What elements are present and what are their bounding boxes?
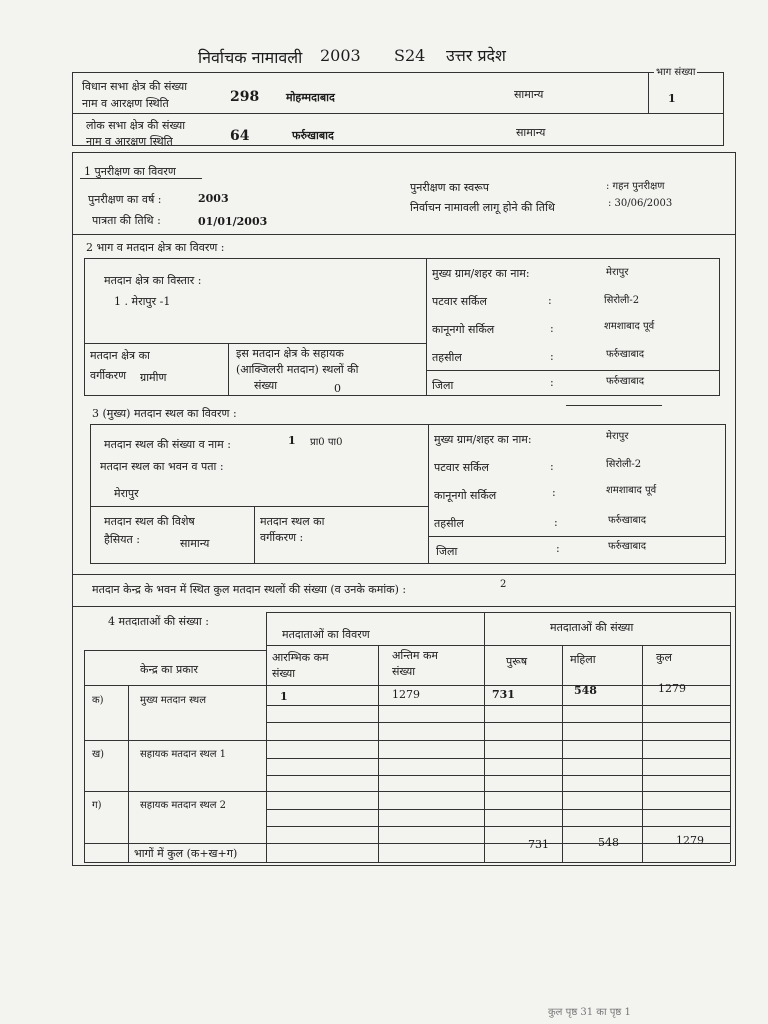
parliament-name: फर्रुखाबाद (292, 129, 334, 142)
building-label: मतदान स्थल का भवन व पता : (100, 460, 224, 473)
district-label: जिला (432, 379, 454, 392)
table-line (84, 685, 730, 686)
patwari-value-3: सिरोली-2 (606, 459, 642, 470)
parliament-reservation: सामान्य (516, 126, 546, 139)
table-line (84, 843, 730, 844)
area-class-label-2: वर्गीकरण (90, 369, 127, 382)
divider (426, 258, 427, 396)
row-key: क) (92, 695, 104, 706)
assembly-status-label: नाम व आरक्षण स्थिति (82, 97, 169, 110)
station-status-label-2: हैसियत : (104, 533, 140, 546)
divider (254, 506, 255, 564)
row-label: सहायक मतदान स्थल 1 (140, 749, 227, 760)
table-line (642, 645, 643, 862)
divider (648, 72, 649, 113)
revision-heading: 1 पुनरीक्षण का विवरण (84, 165, 176, 178)
table-line (266, 775, 730, 776)
table-line (484, 612, 485, 862)
total-header: कुल (656, 651, 672, 664)
divider (566, 405, 662, 406)
area-class-value: ग्रामीण (140, 371, 167, 384)
section3-heading: 3 (मुख्य) मतदान स्थल का विवरण : (92, 407, 237, 420)
table-line (266, 758, 730, 759)
parliament-label: लोक सभा क्षेत्र की संख्या (86, 119, 186, 132)
total-stations-value: 2 (500, 579, 507, 590)
state-code: S24 (394, 46, 426, 65)
divider (426, 370, 720, 371)
row-key: ग) (92, 800, 102, 811)
female-header: महिला (570, 653, 596, 666)
effective-date-label: निर्वाचन नामावली लागू होने की तिथि (410, 201, 555, 214)
revision-type: : गहन पुनरीक्षण (606, 181, 665, 192)
parliament-number: 64 (230, 128, 250, 144)
row-label: सहायक मतदान स्थल 2 (140, 800, 227, 811)
sum-label: भागों में कुल (क+ख+ग) (134, 847, 238, 860)
village-value: मेरापुर (606, 267, 629, 278)
table-line (266, 612, 267, 862)
patwari-value: सिरोली-2 (604, 295, 640, 306)
row-total: 1279 (658, 682, 686, 695)
station-number: 1 (288, 434, 296, 447)
kanungo-value-3: शमशाबाद पूर्व (606, 485, 657, 496)
aux-stations-label-3: संख्या (254, 379, 278, 392)
divider (428, 536, 726, 537)
section2-heading: 2 भाग व मतदान क्षेत्र का विवरण : (86, 241, 225, 254)
district-label-3: जिला (436, 545, 458, 558)
table-line (128, 685, 129, 862)
kanungo-value: शमशाबाद पूर्व (604, 321, 655, 332)
state-name: उत्तर प्रदेश (446, 46, 506, 65)
heading-underline (80, 178, 202, 179)
male-header: पुरूष (506, 655, 528, 668)
total-stations-label: मतदान केन्द्र के भवन में स्थित कुल मतदान स्थलों की संख्या (व उनके कमांक) : (92, 583, 407, 596)
table-line (266, 826, 730, 827)
divider (90, 506, 428, 507)
tehsil-label-3: तहसील (434, 517, 464, 530)
table-line (730, 612, 731, 862)
table-line (266, 722, 730, 723)
row-end: 1279 (392, 688, 420, 701)
assembly-name: मोहम्मदाबाद (286, 91, 335, 104)
station-label: मतदान स्थल की संख्या व नाम : (104, 438, 231, 451)
table-line (84, 740, 730, 741)
kanungo-label: कानूनगो सर्किल (432, 323, 495, 336)
patwari-label-3: पटवार सर्किल (434, 461, 489, 474)
tehsil-label: तहसील (432, 351, 462, 364)
table-line (84, 862, 730, 863)
table-line (266, 809, 730, 810)
eligibility-date: 01/01/2003 (198, 215, 268, 228)
patwari-label: पटवार सर्किल (432, 295, 487, 308)
station-status-value: सामान्य (180, 537, 210, 550)
end-serial-header: अन्तिम कम (392, 649, 439, 662)
sum-total: 1279 (676, 834, 704, 847)
aux-stations-label: इस मतदान क्षेत्र के सहायक (236, 347, 344, 360)
divider (228, 343, 229, 396)
section4-heading: 4 मतदाताओं की संख्या : (108, 615, 209, 628)
extent-value: 1 . मेरापुर -1 (114, 295, 171, 308)
divider (72, 574, 736, 575)
kanungo-label-3: कानूनगो सर्किल (434, 489, 497, 502)
revision-year: 2003 (198, 192, 229, 205)
aux-stations-label-2: (आक्जिलरी मतदान) स्थलों की (236, 363, 359, 376)
divider (428, 424, 429, 564)
table-line (562, 645, 563, 862)
divider (72, 113, 724, 114)
table-line (266, 705, 730, 706)
table-line (84, 791, 730, 792)
table-line (266, 645, 730, 646)
extent-label: मतदान क्षेत्र का विस्तार : (104, 274, 202, 287)
village-value-3: मेरापुर (606, 431, 629, 442)
village-label-3: मुख्य ग्राम/शहर का नाम: (434, 433, 532, 446)
building-value: मेरापुर (114, 487, 139, 500)
voter-details-header: मतदाताओं का विवरण (282, 628, 370, 641)
page-footer: कुल पृष्ठ 31 का पृष्ठ 1 (548, 1007, 631, 1018)
center-type-header: केन्द्र का प्रकार (140, 663, 199, 676)
part-number: 1 (668, 92, 676, 105)
district-value-3: फर्रुखाबाद (608, 541, 647, 552)
table-line (84, 650, 266, 651)
station-status-label: मतदान स्थल की विशेष (104, 515, 195, 528)
village-label: मुख्य ग्राम/शहर का नाम: (432, 267, 530, 280)
part-label: भाग संख्या (654, 64, 697, 78)
row-start: 1 (280, 690, 288, 703)
assembly-label: विधान सभा क्षेत्र की संख्या (82, 80, 188, 93)
row-label: मुख्य मतदान स्थल (140, 695, 206, 706)
aux-stations-count: 0 (334, 382, 341, 395)
start-serial-header: आरम्भिक कम (272, 651, 329, 664)
assembly-number: 298 (230, 89, 260, 105)
row-female: 548 (574, 684, 597, 697)
station-class-label-2: वर्गीकरण : (260, 531, 304, 544)
voter-count-header: मतदाताओं की संख्या (550, 621, 634, 634)
document-title: निर्वाचक नामावली (198, 48, 303, 67)
district-value: फर्रुखाबाद (606, 376, 645, 387)
revision-type-label: पुनरीक्षण का स्वरूप (410, 181, 490, 194)
end-serial-header-2: संख्या (392, 665, 416, 678)
divider (84, 343, 426, 344)
start-serial-header-2: संख्या (272, 667, 296, 680)
row-male: 731 (492, 688, 515, 701)
divider (72, 606, 736, 607)
table-line (378, 645, 379, 862)
table-line (266, 612, 730, 613)
table-line (84, 650, 85, 862)
assembly-reservation: सामान्य (514, 88, 544, 101)
document-year: 2003 (320, 46, 361, 65)
parliament-status-label: नाम व आरक्षण स्थिति (86, 135, 173, 148)
tehsil-value-3: फर्रुखाबाद (608, 515, 647, 526)
sum-female: 548 (598, 836, 619, 849)
station-class-label: मतदान स्थल का (260, 515, 325, 528)
row-key: ख) (92, 749, 105, 760)
eligibility-label: पात्रता की तिथि : (92, 214, 161, 227)
station-name: प्रा0 पा0 (310, 437, 343, 448)
revision-year-label: पुनरीक्षण का वर्ष : (88, 193, 162, 206)
sum-male: 731 (528, 838, 549, 851)
divider (72, 234, 736, 235)
tehsil-value: फर्रुखाबाद (606, 349, 645, 360)
area-class-label: मतदान क्षेत्र का (90, 349, 150, 362)
effective-date: : 30/06/2003 (608, 198, 673, 209)
